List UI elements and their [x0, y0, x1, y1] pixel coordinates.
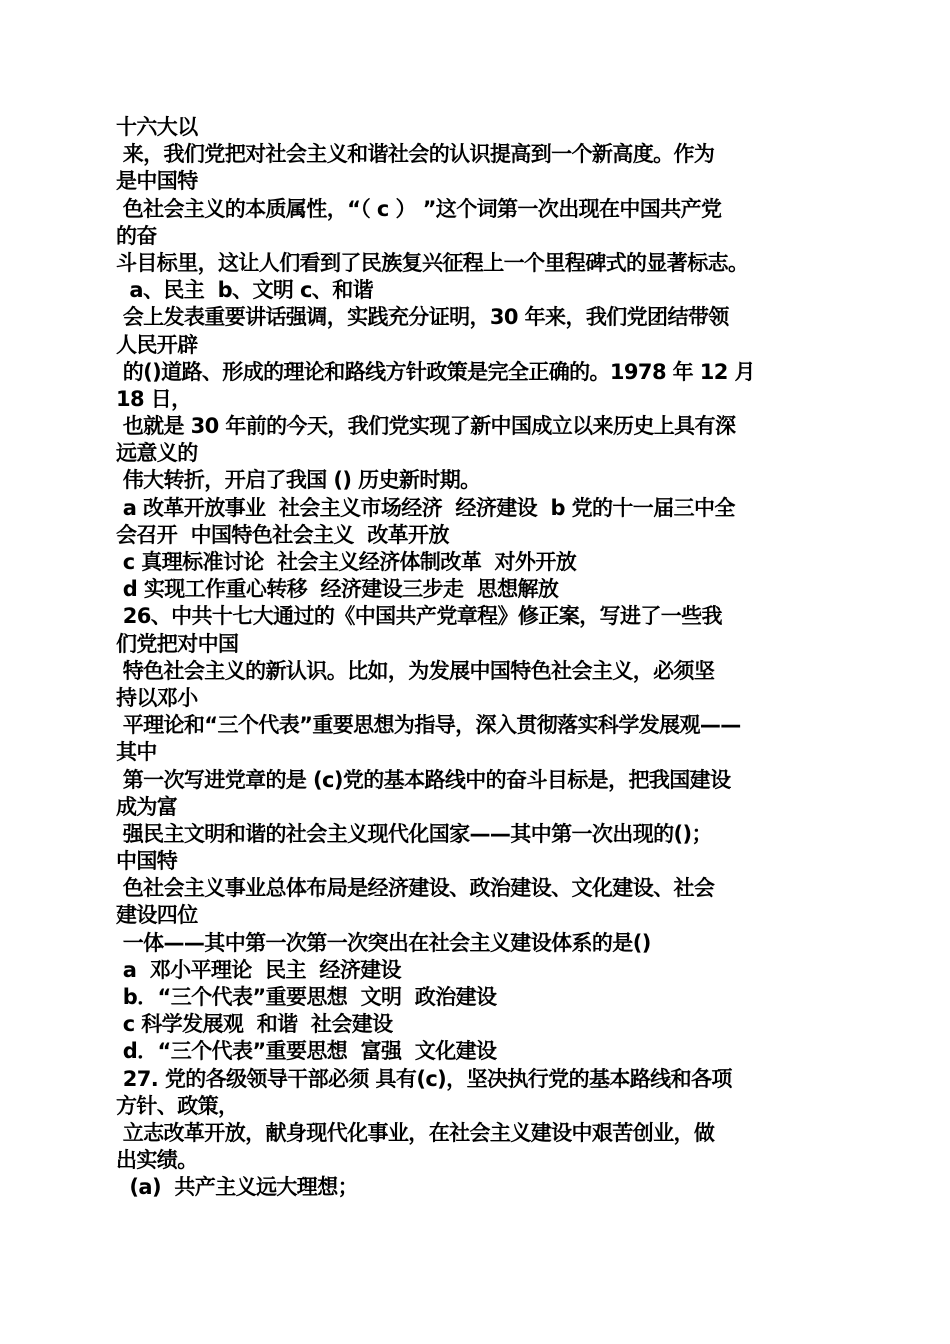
text-line: 的奋 — [116, 223, 157, 248]
answer-option-b: b．“三个代表”重要思想 文明 政治建设 — [116, 985, 497, 1009]
text-line: 来，我们党把对社会主义和谐社会的认识提高到一个新高度。作为 — [116, 142, 715, 167]
text-line: 斗目标里，这让人们看到了民族复兴征程上一个里程碑式的显著标志。 — [116, 250, 749, 275]
text-line: 特色社会主义的新认识。比如，为发展中国特色社会主义，必须坚 — [116, 658, 715, 683]
text-line: 十六大以 — [116, 115, 198, 139]
text-line: 18 日， — [116, 386, 192, 411]
text-line: 立志改革开放，献身现代化事业，在社会主义建设中艰苦创业，做 — [116, 1120, 715, 1145]
text-line: 方针、政策， — [116, 1093, 239, 1118]
text-line: 出实绩。 — [116, 1148, 198, 1173]
text-line: 远意义的 — [116, 441, 198, 466]
text-line: 第一次写进党章的是 (c)党的基本路线中的奋斗目标是，把我国建设 — [116, 767, 731, 792]
text-line: 强民主文明和谐的社会主义现代化国家——其中第一次出现的()； — [116, 821, 712, 846]
document-body — [116, 114, 836, 1202]
answer-option-c: c 真理标准讨论 社会主义经济体制改革 对外开放 — [116, 550, 577, 574]
text-line: 其中 — [116, 740, 157, 765]
text-line: 成为富 — [116, 794, 178, 819]
answer-option-a: a 改革开放事业 社会主义市场经济 经济建设 b 党的十一届三中全 — [116, 495, 735, 520]
text-line: 建设四位 — [116, 903, 198, 928]
text-line: 平理论和“三个代表”重要思想为指导，深入贯彻落实科学发展观—— — [116, 713, 741, 738]
answer-option-a: a 邓小平理论 民主 经济建设 — [116, 957, 401, 982]
question-27: 27. 党的各级领导干部必须 具有(c)，坚决执行党的基本路线和各项 — [116, 1066, 732, 1091]
text-line: 色社会主义的本质属性，“（ c ） ”这个词第一次出现在中国共产党 — [116, 196, 722, 221]
text-line: 也就是 30 年前的今天，我们党实现了新中国成立以来历史上具有深 — [116, 414, 736, 439]
text-line: 一体——其中第一次第一次突出在社会主义建设体系的是() — [116, 930, 651, 955]
answer-options: a、民主 b、文明 c、和谐 — [116, 278, 374, 303]
question-26: 26、中共十七大通过的《中国共产党章程》修正案，写进了一些我 — [116, 604, 722, 629]
text-line: 是中国特 — [116, 169, 198, 194]
answer-option-d: d．“三个代表”重要思想 富强 文化建设 — [116, 1039, 497, 1064]
text-line: 会召开 中国特色社会主义 改革开放 — [116, 522, 449, 547]
text-line: 中国特 — [116, 849, 178, 874]
text-line: 们党把对中国 — [116, 631, 239, 656]
text-line: 持以邓小 — [116, 685, 198, 710]
answer-option-c: c 科学发展观 和谐 社会建设 — [116, 1012, 393, 1037]
answer-option-a: (a) 共产主义远大理想； — [116, 1175, 359, 1200]
text-line: 色社会主义事业总体布局是经济建设、政治建设、文化建设、社会 — [116, 876, 715, 901]
text-line: 伟大转折，开启了我国 () 历史新时期。 — [116, 468, 481, 493]
text-line: 人民开辟 — [116, 332, 198, 357]
text-line: 的()道路、形成的理论和路线方针政策是完全正确的。1978 年 12 月 — [116, 359, 755, 384]
answer-option-d: d 实现工作重心转移 经济建设三步走 思想解放 — [116, 577, 559, 602]
text-line: 会上发表重要讲话强调，实践充分证明，30 年来，我们党团结带领 — [116, 305, 729, 330]
